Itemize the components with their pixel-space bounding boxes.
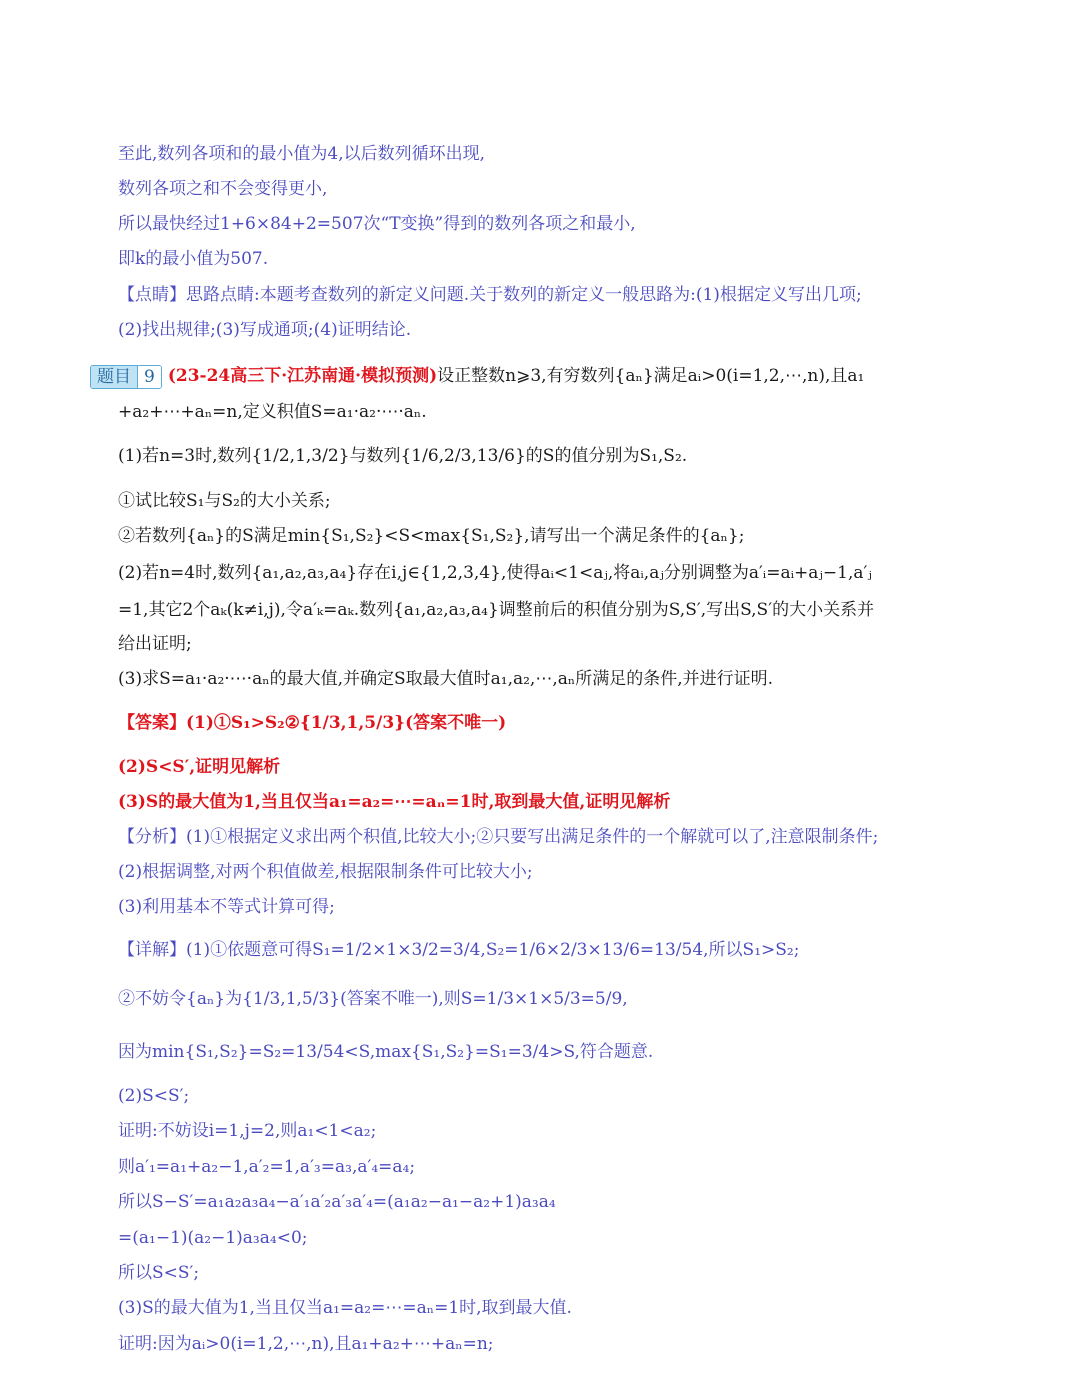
question-part-2: 给出证明; — [118, 634, 192, 654]
answer-line: (3)S的最大值为1,当且仅当a₁=a₂=⋯=aₙ=1时,取到最大值,证明见解析 — [118, 792, 671, 812]
analysis-line: (3)利用基本不等式计算可得; — [118, 897, 335, 917]
key-point-line: (2)找出规律;(3)写成通项;(4)证明结论. — [118, 320, 412, 340]
question-stem-line: +a₂+⋯+aₙ=n,定义积值S=a₁·a₂·⋯·aₙ. — [118, 402, 427, 422]
analysis-line: 【分析】(1)①根据定义求出两个积值,比较大小;②只要写出满足条件的一个解就可以了,注意限制条件; — [118, 827, 879, 847]
detail-line: ②不妨令{aₙ}为{1/3,1,5/3}(答案不唯一),则S=1/3×1×5/3=5/9, — [118, 989, 628, 1009]
detail-line: 证明:因为aᵢ>0(i=1,2,⋯,n),且a₁+a₂+⋯+aₙ=n; — [118, 1334, 494, 1354]
analysis-line: (2)根据调整,对两个积值做差,根据限制条件可比较大小; — [118, 862, 533, 882]
detail-line: 所以S−S′=a₁a₂a₃a₄−a′₁a′₂a′₃a′₄=(a₁a₂−a₁−a₂+1)a₃a₄ — [118, 1192, 556, 1212]
detail-line: 证明:不妨设i=1,j=2,则a₁<1<a₂; — [118, 1121, 377, 1141]
question-part-2: (2)若n=4时,数列{a₁,a₂,a₃,a₄}存在i,j∈{1,2,3,4},使得aᵢ<1<aⱼ,将aᵢ,aⱼ分别调整为a′ᵢ=aᵢ+aⱼ−1,a′ⱼ — [118, 563, 872, 583]
question-source: (23-24高三下·江苏南通·模拟预测) — [167, 366, 438, 386]
question-part-3: (3)求S=a₁·a₂·⋯·aₙ的最大值,并确定S取最大值时a₁,a₂,⋯,aₙ所满足的条件,并进行证明. — [118, 669, 774, 689]
detail-line: =(a₁−1)(a₂−1)a₃a₄<0; — [118, 1228, 308, 1248]
text-line: 所以最快经过1+6×84+2=507次“T变换”得到的数列各项之和最小, — [118, 214, 636, 234]
detail-line: 【详解】(1)①依题意可得S₁=1/2×1×3/2=3/4,S₂=1/6×2/3×13/6=13/54,所以S₁>S₂; — [118, 940, 800, 960]
detail-line: 因为min{S₁,S₂}=S₂=13/54<S,max{S₁,S₂}=S₁=3/4>S,符合题意. — [118, 1042, 654, 1062]
badge-number: 9 — [137, 366, 161, 388]
question-header — [90, 364, 1036, 389]
detail-line: (3)S的最大值为1,当且仅当a₁=a₂=⋯=aₙ=1时,取到最大值. — [118, 1298, 572, 1318]
question-part-1b: ②若数列{aₙ}的S满足min{S₁,S₂}<S<max{S₁,S₂},请写出一个满足条件的{aₙ}; — [118, 526, 745, 546]
answer-line: (2)S<S′,证明见解析 — [118, 757, 281, 777]
question-stem: 设正整数n⩾3,有穷数列{aₙ}满足aᵢ>0(i=1,2,⋯,n),且a₁ — [437, 366, 865, 386]
question-part-2: =1,其它2个aₖ(k≠i,j),令a′ₖ=aₖ.数列{a₁,a₂,a₃,a₄}调整前后的积值分别为S,S′,写出S,S′的大小关系并 — [118, 600, 875, 620]
answer-line: 【答案】(1)①S₁>S₂②{1/3,1,5/3}(答案不唯一) — [118, 713, 507, 733]
question-badge — [90, 365, 162, 389]
badge-label: 题目 — [91, 366, 137, 388]
detail-line: (2)S<S′; — [118, 1086, 190, 1106]
text-line: 数列各项之和不会变得更小, — [118, 179, 328, 199]
key-point-line: 【点睛】思路点睛:本题考查数列的新定义问题.关于数列的新定义一般思路为:(1)根据定义写出几项; — [118, 285, 862, 305]
question-part-1a: ①试比较S₁与S₂的大小关系; — [118, 491, 331, 511]
text-line: 即k的最小值为507. — [118, 249, 269, 269]
detail-line: 所以S<S′; — [118, 1263, 200, 1283]
question-part-1: (1)若n=3时,数列{1/2,1,3/2}与数列{1/6,2/3,13/6}的S的值分别为S₁,S₂. — [118, 446, 688, 466]
text-line: 至此,数列各项和的最小值为4,以后数列循环出现, — [118, 144, 486, 164]
detail-line: 则a′₁=a₁+a₂−1,a′₂=1,a′₃=a₃,a′₄=a₄; — [118, 1157, 416, 1177]
